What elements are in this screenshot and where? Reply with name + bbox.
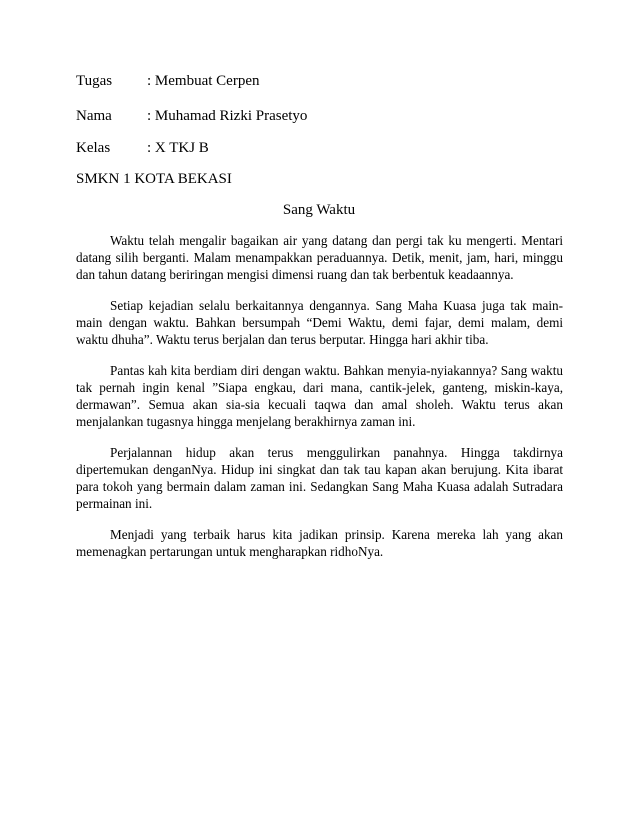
meta-value-tugas: : Membuat Cerpen xyxy=(147,73,260,89)
story-paragraph-5: Menjadi yang terbaik harus kita jadikan prinsip. Karena mereka lah yang akan memenagkan pertarungan untuk mengharapkan ridhoNya. xyxy=(76,527,563,559)
meta-row-nama xyxy=(76,107,307,125)
school-name: SMKN 1 KOTA BEKASI xyxy=(76,171,232,187)
meta-value-kelas: : X TKJ B xyxy=(147,140,209,156)
meta-value-nama: : Muhamad Rizki Prasetyo xyxy=(147,108,308,124)
story-title: Sang Waktu xyxy=(282,202,356,218)
story-paragraph-3: Pantas kah kita berdiam diri dengan waktu. Bahkan menyia-nyiakannya? Sang waktu tak pernah ingin kenal ”Siapa engkau, dari mana, cantik-jelek, ganteng, miskin-kaya, dermawan”. Semua akan sia-sia kecuali taqwa dan amal sholeh. Waktu terus akan menjalankan tugasnya hingga menjelang berakhirnya zaman ini. xyxy=(76,363,563,429)
meta-row-tugas xyxy=(76,72,259,90)
meta-row-kelas xyxy=(76,139,209,157)
meta-label-kelas: Kelas xyxy=(76,140,111,156)
story-paragraph-2: Setiap kejadian selalu berkaitannya dengannya. Sang Maha Kuasa juga tak main-main dengan waktu. Bahkan bersumpah “Demi Waktu, demi fajar, demi malam, demi waktu dhuha”. Waktu terus berjalan dan terus berputar. Hingga hari akhir tiba. xyxy=(76,298,563,347)
story-paragraph-4: Perjalannan hidup akan terus menggulirkan panahnya. Hingga takdirnya dipertemukan denganNya. Hidup ini singkat dan tak tau kapan akan berujung. Kita ibarat para tokoh yang bermain dalam zaman ini. Sedangkan Sang Maha Kuasa adalah Sutradara permainan ini. xyxy=(76,445,563,511)
story-paragraph-1: Waktu telah mengalir bagaikan air yang datang dan pergi tak ku mengerti. Mentari datang silih berganti. Malam menampakkan peraduannya. Detik, menit, jam, hari, minggu dan tahun datang beriringan mengisi dimensi ruang dan tak berbentuk keadaannya. xyxy=(76,233,563,282)
meta-label-tugas: Tugas xyxy=(76,73,113,89)
story-body xyxy=(76,232,563,574)
meta-label-nama: Nama xyxy=(76,108,112,124)
